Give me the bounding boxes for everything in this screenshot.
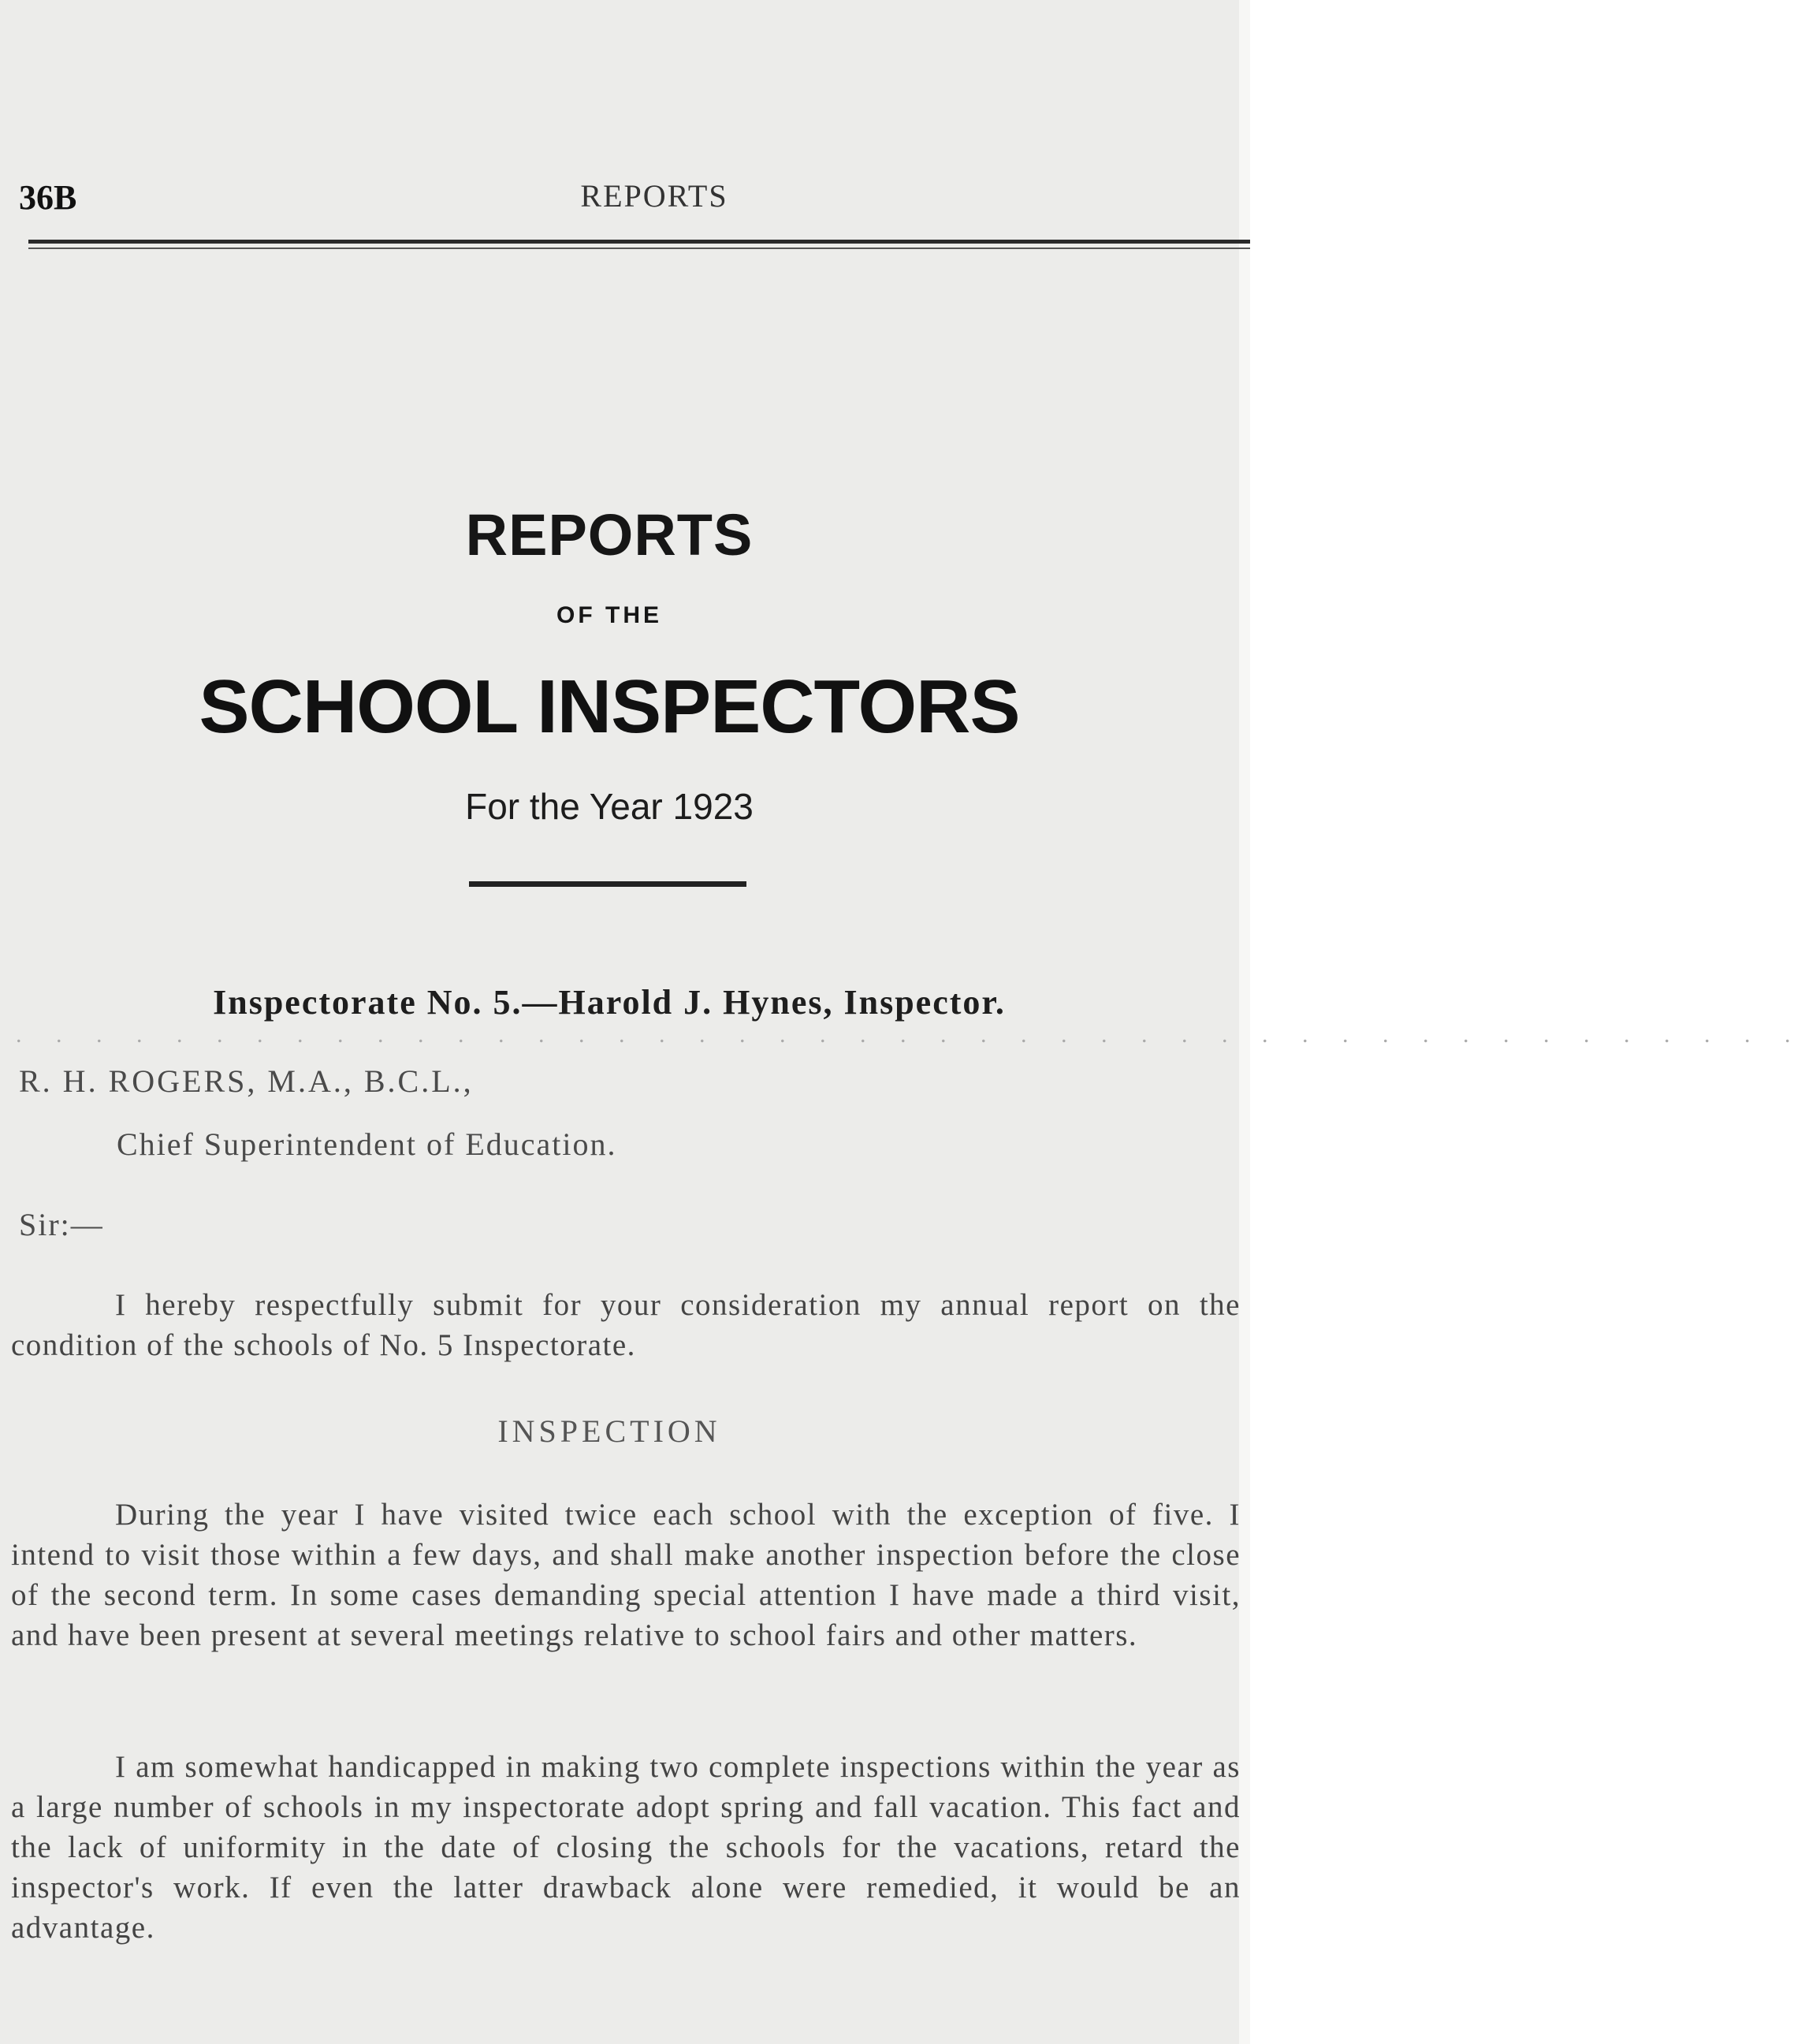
running-title: REPORTS xyxy=(580,178,728,214)
title-rule xyxy=(469,881,746,887)
addressee-name: R. H. ROGERS, M.A., B.C.L., xyxy=(19,1063,474,1099)
running-head xyxy=(16,177,1245,217)
page-number: 36B xyxy=(19,178,77,217)
paragraph-intro xyxy=(11,1285,1241,1365)
title-year: For the Year 1923 xyxy=(465,786,754,827)
title-of-the: OF THE xyxy=(556,602,662,628)
paragraph-inspection-1 xyxy=(11,1495,1241,1655)
dot-leader: . . . . . . . . . . . . . . . . . . . . . . . . . . . . . . . . . . . . . . . . . . . . . xyxy=(16,1022,1805,1048)
header-rule-thin xyxy=(28,248,1250,249)
paragraph-intro-text: I hereby respectfully submit for your consideration my annual report on the condition of the schools of No. 5 Inspectorate. xyxy=(11,1288,1241,1362)
section-heading-inspection: INSPECTION xyxy=(497,1413,721,1449)
addressee-title: Chief Superintendent of Education. xyxy=(117,1126,617,1162)
header-rule xyxy=(28,240,1250,244)
title-reports: REPORTS xyxy=(465,502,754,568)
inspectorate-heading: Inspectorate No. 5.—Harold J. Hynes, Inspector. xyxy=(213,983,1006,1022)
salutation: Sir:— xyxy=(19,1207,104,1242)
paragraph-inspection-2-text: I am somewhat handicapped in making two complete inspections within the year as a large number of schools in my inspectorate adopt spring and fall vacation. This fact and the lack of uniformity in the date of closing the schools for the vacations, retard the inspector's work. If even the latter drawback alone were remedied, it would be an advantage. xyxy=(11,1750,1241,1945)
paragraph-inspection-1-text: During the year I have visited twice each school with the exception of five. I intend to visit those within a few days, and shall make another inspection before the close of the second term. In some cases demanding special attention I have made a third visit, and have been present at several meetings relative to school fairs and other matters. xyxy=(11,1498,1241,1652)
paragraph-inspection-2 xyxy=(11,1747,1241,1948)
title-school-inspectors: SCHOOL INSPECTORS xyxy=(199,665,1020,749)
